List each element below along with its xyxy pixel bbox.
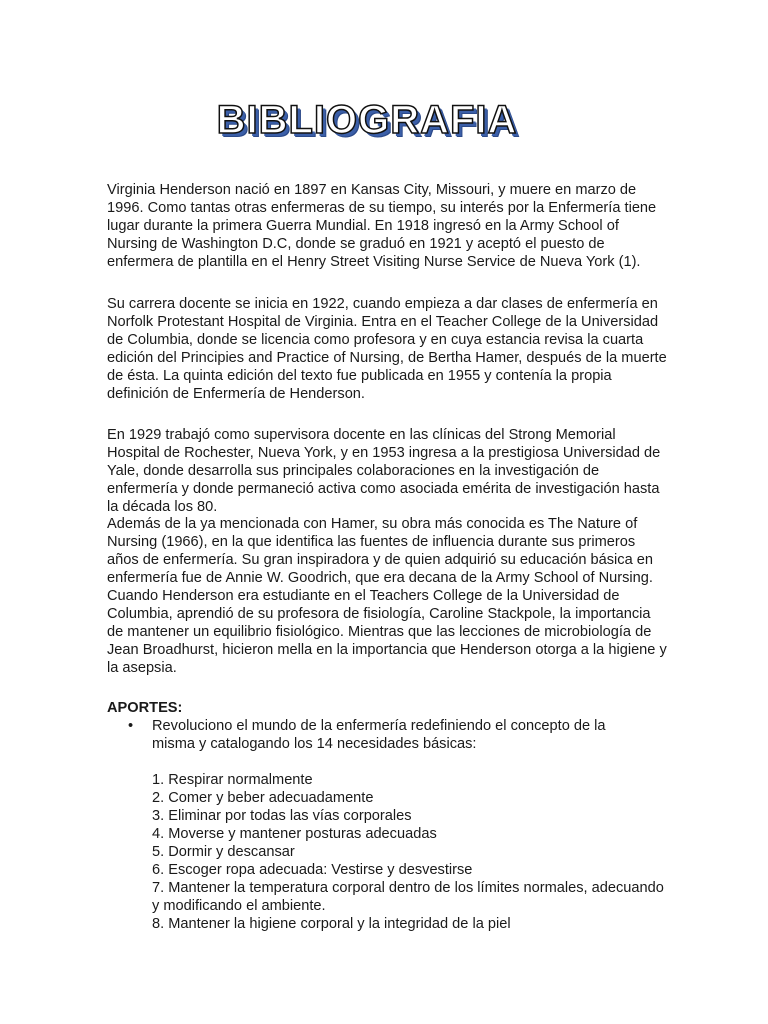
need-item: 4. Moverse y mantener posturas adecuadas [152,826,437,842]
need-item: 8. Mantener la higiene corporal y la integridad de la piel [152,916,511,932]
paragraph-nature-of-nursing: Además de la ya mencionada con Hamer, su obra más conocida es The Nature of Nursing (1966), en la que identifica las fuentes de influencia durante sus primeros años de enfermería. Su gran inspiradora y de quien adquirió su educación básica en enfermería fue de Annie W. Goodrich, que era decana de la Army School of Nursing. Cuando Henderson era estudiante en el Teachers College de la Universidad de Columbia, aprendió de su profesora de fisiología, Caroline Stackpole, la importancia de mantener un equilibrio fisiológico. Mientras que las lecciones de microbiología de Jean Broadhurst, hicieron mella en la importancia que Henderson otorga a la higiene y la asepsia. [107,516,667,676]
need-item: 6. Escoger ropa adecuada: Vestirse y desvestirse [152,862,473,878]
need-item: 7. Mantener la temperatura corporal dentro de los límites normales, adecuando y modificando el ambiente. [152,880,664,914]
paragraph-teaching-career: Su carrera docente se inicia en 1922, cuando empieza a dar clases de enfermería en Norfolk Protestant Hospital de Virginia. Entra en el Teacher College de la Universidad de Columbia, donde se licencia como profesora y en cuya estancia revisa la cuarta edición del Principies and Practice of Nursing, de Bertha Hamer, después de la muerte de ésta. La quinta edición del texto fue publicada en 1955 y contenía la propia definición de Enfermería de Henderson. [107,296,667,402]
need-item: 2. Comer y beber adecuadamente [152,790,374,806]
basic-needs-list [152,771,672,933]
need-item: 3. Eliminar por todas las vías corporales [152,808,412,824]
paragraph-biography-birth: Virginia Henderson nació en 1897 en Kansas City, Missouri, y muere en marzo de 1996. Como tantas otras enfermeras de su tiempo, su interés por la Enfermería tiene lugar durante la primera Guerra Mundial. En 1918 ingresó en la Army School of Nursing de Washington D.C, donde se graduó en 1921 y aceptó el puesto de enfermera de plantilla en el Henry Street Visiting Nurse Service de Nueva York (1). [107,182,657,270]
page-title: BIBLIOGRAFIA [216,98,518,142]
need-item: 5. Dormir y descansar [152,844,295,860]
need-item: 1. Respirar normalmente [152,772,313,788]
paragraph-rochester-yale: En 1929 trabajó como supervisora docente en las clínicas del Strong Memorial Hospital de Rochester, Nueva York, y en 1953 ingresa a la prestigiosa Universidad de Yale, donde desarrolla sus principales colaboraciones en la investigación de enfermería y donde permaneció activa como asociada emérita de investigación hasta la década los 80. [107,427,661,515]
bullet-marker: • [128,718,134,734]
aportes-bullet-text: Revoluciono el mundo de la enfermería redefiniendo el concepto de la misma y catalogando los 14 necesidades básicas: [152,718,606,752]
aportes-heading: APORTES: [107,700,183,716]
